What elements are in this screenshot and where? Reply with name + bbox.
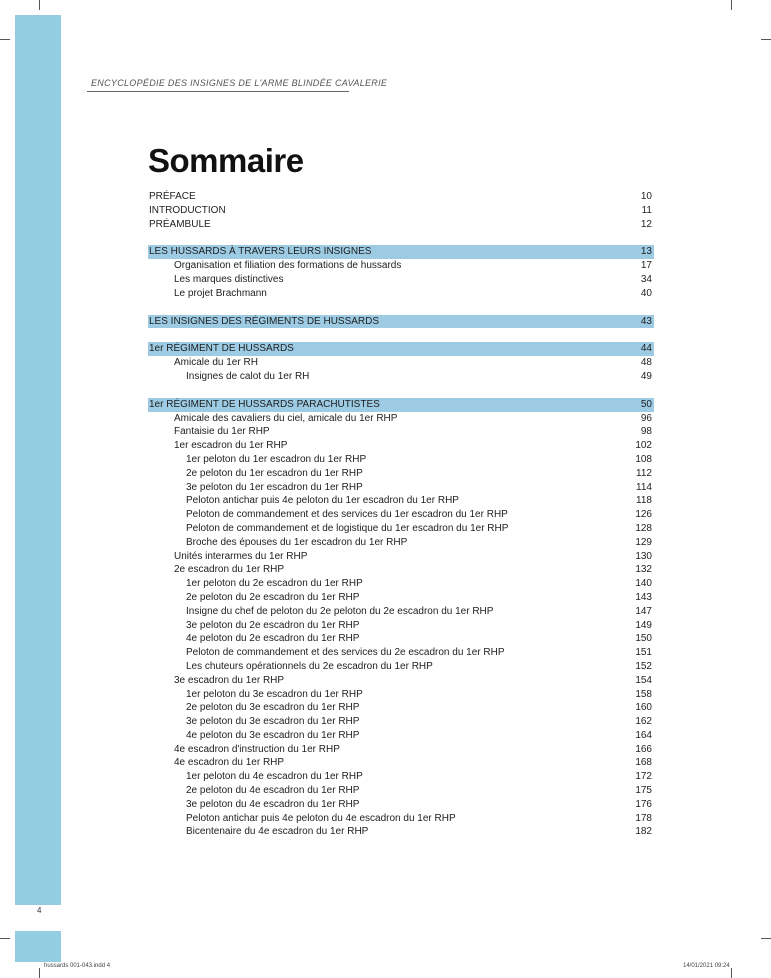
toc-entry-row xyxy=(148,370,654,384)
toc-entry-title: 3e escadron du 1er RHP xyxy=(174,674,285,686)
toc-entry-title: Unités interarmes du 1er RHP xyxy=(174,550,308,562)
toc-entry-title: Broche des épouses du 1er escadron du 1er RHP xyxy=(186,536,408,548)
toc-entry-row xyxy=(148,701,654,715)
toc-entry-page: 50 xyxy=(640,398,652,410)
toc-spacer xyxy=(148,301,654,315)
toc-entry-title: 3e peloton du 3e escadron du 1er RHP xyxy=(186,716,360,728)
toc-entry-page: 129 xyxy=(635,536,652,548)
toc-entry-row xyxy=(148,660,654,674)
toc-entry-title: Peloton antichar puis 4e peloton du 4e escadron du 1er RHP xyxy=(186,812,456,824)
toc-entry-page: 164 xyxy=(635,729,652,741)
toc-entry-page: 166 xyxy=(635,743,652,755)
toc-entry-row xyxy=(148,356,654,370)
toc-entry-page: 112 xyxy=(636,467,652,479)
toc-entry-row xyxy=(148,508,654,522)
toc-entry-page: 98 xyxy=(640,426,652,438)
crop-mark xyxy=(731,968,732,978)
crop-mark xyxy=(0,938,10,939)
toc-entry-row xyxy=(148,439,654,453)
toc-entry-row xyxy=(148,481,654,495)
toc-entry-row xyxy=(148,577,654,591)
toc-entry-row xyxy=(148,784,654,798)
toc-entry-title: Les marques distinctives xyxy=(174,273,284,285)
toc-entry-row xyxy=(148,812,654,826)
toc-entry-title: 1er RÉGIMENT DE HUSSARDS PARACHUTISTES xyxy=(149,398,380,410)
toc-entry-title: 4e escadron d'instruction du 1er RHP xyxy=(174,743,340,755)
toc-entry-row xyxy=(148,770,654,784)
crop-mark xyxy=(0,39,10,40)
toc-entry-page: 10 xyxy=(640,191,652,202)
toc-entry-title: Organisation et filiation des formations de hussards xyxy=(174,260,402,272)
toc-section-row xyxy=(148,245,654,259)
toc-entry-title: 1er peloton du 4e escadron du 1er RHP xyxy=(186,771,363,783)
toc-entry-title: Les chuteurs opérationnels du 2e escadron du 1er RHP xyxy=(186,660,433,672)
toc-entry-row xyxy=(148,605,654,619)
toc-entry-title: 2e peloton du 2e escadron du 1er RHP xyxy=(186,591,360,603)
toc-entry-page: 102 xyxy=(635,440,652,452)
toc-entry-title: Bicentenaire du 4e escadron du 1er RHP xyxy=(186,826,369,838)
toc-entry-row xyxy=(148,646,654,660)
toc-entry-title: Insigne du chef de peloton du 2e peloton du 2e escadron du 1er RHP xyxy=(186,605,494,617)
running-head-rule xyxy=(87,91,349,92)
toc-entry-title: Peloton antichar puis 4e peloton du 1er escadron du 1er RHP xyxy=(186,495,459,507)
toc-entry-page: 158 xyxy=(635,688,652,700)
crop-mark xyxy=(761,938,771,939)
toc-entry-page: 34 xyxy=(640,273,652,285)
toc-section-row xyxy=(148,315,654,329)
toc-entry-page: 126 xyxy=(635,509,652,521)
toc-entry-row xyxy=(148,412,654,426)
toc-entry-row xyxy=(148,467,654,481)
toc-entry-page: 182 xyxy=(635,826,652,838)
toc-entry-page: 172 xyxy=(635,771,652,783)
toc-entry-title: Peloton de commandement et de logistique du 1er escadron du 1er RHP xyxy=(186,522,509,534)
toc-entry-title: Peloton de commandement et des services du 1er escadron du 1er RHP xyxy=(186,509,508,521)
toc-entry-page: 154 xyxy=(635,674,652,686)
toc-entry-page: 11 xyxy=(641,204,652,216)
toc-entry-title: LES HUSSARDS À TRAVERS LEURS INSIGNES xyxy=(149,246,372,258)
toc-entry-row xyxy=(148,287,654,301)
toc-entry-title: Amicale du 1er RH xyxy=(174,357,258,369)
toc-entry-page: 149 xyxy=(635,619,652,631)
toc-entry-page: 17 xyxy=(640,260,652,272)
toc-entry-row xyxy=(148,743,654,757)
page-title: Sommaire xyxy=(148,142,304,179)
toc-entry-title: PRÉFACE xyxy=(149,191,196,202)
toc-entry-row xyxy=(148,425,654,439)
toc-entry-page: 108 xyxy=(635,453,652,465)
toc-entry-page: 143 xyxy=(635,591,652,603)
toc-entry-row xyxy=(148,591,654,605)
toc-entry-title: 1er escadron du 1er RHP xyxy=(174,440,288,452)
toc-entry-row xyxy=(148,756,654,770)
toc-entry-row xyxy=(148,273,654,287)
toc-entry-page: 43 xyxy=(640,315,652,327)
toc-entry-page: 49 xyxy=(640,370,652,382)
toc-spacer xyxy=(148,328,654,342)
toc-entry-page: 96 xyxy=(640,412,652,424)
toc-entry-page: 44 xyxy=(640,343,652,355)
crop-mark xyxy=(731,0,732,10)
toc-entry-title: 1er peloton du 1er escadron du 1er RHP xyxy=(186,453,367,465)
toc-entry-title: 2e peloton du 3e escadron du 1er RHP xyxy=(186,702,360,714)
crop-mark xyxy=(39,968,40,978)
toc-entry-row xyxy=(148,536,654,550)
toc-entry-page: 176 xyxy=(635,798,652,810)
toc-entry-page: 118 xyxy=(636,495,652,507)
toc-entry-title: 4e peloton du 2e escadron du 1er RHP xyxy=(186,633,360,645)
toc-entry-page: 132 xyxy=(635,564,652,576)
toc-entry-page: 152 xyxy=(635,660,652,672)
toc-entry-title: Fantaisie du 1er RHP xyxy=(174,426,270,438)
toc-entry-page: 140 xyxy=(635,578,652,590)
toc-entry-row xyxy=(148,190,654,204)
toc-entry-title: 2e peloton du 1er escadron du 1er RHP xyxy=(186,467,363,479)
toc-entry-page: 128 xyxy=(635,522,652,534)
toc-entry-page: 175 xyxy=(635,785,652,797)
toc-entry-row xyxy=(148,204,654,218)
toc-entry-row xyxy=(148,729,654,743)
toc-spacer xyxy=(148,384,654,398)
toc-entry-page: 12 xyxy=(640,218,652,230)
toc-entry-title: 1er RÉGIMENT DE HUSSARDS xyxy=(149,343,294,355)
toc-entry-page: 162 xyxy=(635,716,652,728)
toc-entry-row xyxy=(148,688,654,702)
footer-file: hussards 001-043.indd 4 xyxy=(44,963,111,969)
toc-section-row xyxy=(148,342,654,356)
toc-entry-row xyxy=(148,632,654,646)
toc-entry-title: 2e peloton du 4e escadron du 1er RHP xyxy=(186,785,360,797)
toc-entry-page: 147 xyxy=(635,605,652,617)
toc-entry-page: 130 xyxy=(635,550,652,562)
toc-entry-title: 1er peloton du 2e escadron du 1er RHP xyxy=(186,578,363,590)
footer-datetime: 14/01/2021 09:24 xyxy=(683,963,730,969)
toc-section-row xyxy=(148,398,654,412)
toc-entry-page: 150 xyxy=(635,633,652,645)
toc-entry-title: 3e peloton du 2e escadron du 1er RHP xyxy=(186,619,360,631)
toc-entry-title: Insignes de calot du 1er RH xyxy=(186,370,310,382)
toc-entry-title: Peloton de commandement et des services du 2e escadron du 1er RHP xyxy=(186,647,505,659)
toc-entry-row xyxy=(148,619,654,633)
toc-entry-row xyxy=(148,563,654,577)
toc-entry-title: 1er peloton du 3e escadron du 1er RHP xyxy=(186,688,363,700)
toc-entry-page: 178 xyxy=(635,812,652,824)
table-of-contents xyxy=(148,190,654,839)
toc-entry-title: LES INSIGNES DES RÉGIMENTS DE HUSSARDS xyxy=(149,315,380,327)
toc-entry-title: INTRODUCTION xyxy=(149,204,226,216)
toc-entry-row xyxy=(148,453,654,467)
toc-entry-title: 4e peloton du 3e escadron du 1er RHP xyxy=(186,729,360,741)
toc-entry-title: 2e escadron du 1er RHP xyxy=(174,564,285,576)
toc-entry-row xyxy=(148,218,654,232)
page-sidebar xyxy=(15,15,61,962)
crop-mark xyxy=(761,39,771,40)
toc-entry-page: 160 xyxy=(635,702,652,714)
toc-entry-page: 13 xyxy=(640,246,652,258)
toc-entry-row xyxy=(148,494,654,508)
toc-entry-page: 48 xyxy=(640,357,652,369)
toc-entry-row xyxy=(148,550,654,564)
toc-entry-title: Amicale des cavaliers du ciel, amicale du 1er RHP xyxy=(174,412,398,424)
toc-entry-page: 40 xyxy=(640,287,652,299)
toc-entry-title: 4e escadron du 1er RHP xyxy=(174,757,285,769)
toc-entry-row xyxy=(148,259,654,273)
toc-entry-title: Le projet Brachmann xyxy=(174,287,267,299)
crop-mark xyxy=(39,0,40,10)
toc-entry-page: 151 xyxy=(635,647,652,659)
toc-entry-page: 114 xyxy=(636,481,652,493)
page-number: 4 xyxy=(37,906,42,915)
toc-entry-title: 3e peloton du 4e escadron du 1er RHP xyxy=(186,798,360,810)
toc-spacer xyxy=(148,231,654,245)
toc-entry-row xyxy=(148,674,654,688)
toc-entry-row xyxy=(148,798,654,812)
toc-entry-row xyxy=(148,522,654,536)
toc-entry-title: 3e peloton du 1er escadron du 1er RHP xyxy=(186,481,363,493)
toc-entry-row xyxy=(148,715,654,729)
toc-entry-row xyxy=(148,825,654,839)
running-head: ENCYCLOPÉDIE DES INSIGNES DE L'ARME BLINDÉE CAVALERIE xyxy=(91,78,388,88)
toc-entry-page: 168 xyxy=(635,757,652,769)
toc-entry-title: PRÉAMBULE xyxy=(149,218,211,230)
